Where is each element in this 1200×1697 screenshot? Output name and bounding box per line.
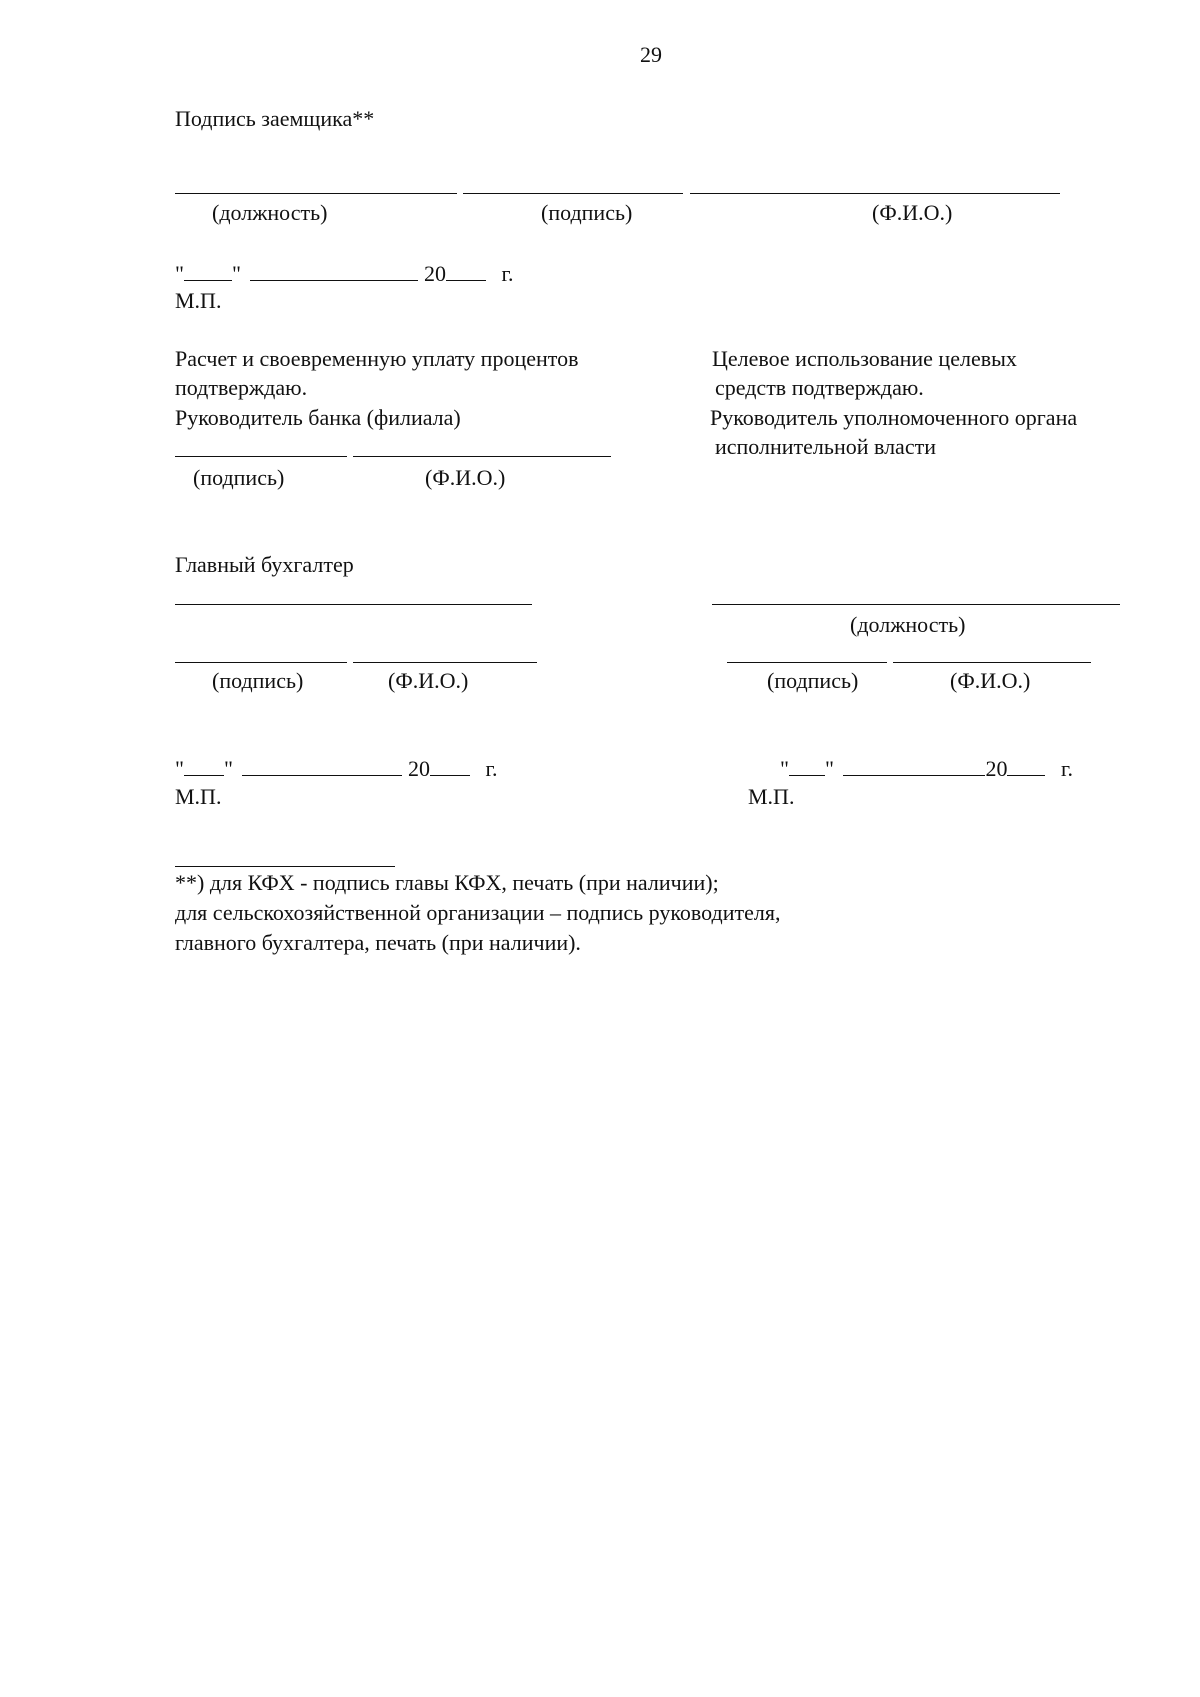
bank-text-line-1: Расчет и своевременную уплату процентов [175,346,579,371]
authority-text-line-1: Целевое использование целевых [712,346,1017,371]
accountant-signature-line [175,662,347,663]
year-suffix: г. [485,756,498,781]
year-blank [430,755,470,776]
borrower-signature-heading: Подпись заемщика** [175,106,375,131]
month-blank [242,755,402,776]
bank-name-line [353,456,611,457]
bank-signature-line [175,456,347,457]
accountant-date [175,755,498,782]
date-close-quote: " [824,756,834,781]
authority-name-line [893,662,1091,663]
accountant-name-line [353,662,537,663]
accountant-top-line [175,604,532,605]
authority-position-line [712,604,1120,605]
accountant-signature-caption: (подпись) [212,668,304,693]
bank-text-line-2: подтверждаю. [175,375,308,400]
bank-signature-caption: (подпись) [193,465,285,490]
authority-signature-caption: (подпись) [767,668,859,693]
borrower-signature-caption: (подпись) [541,200,633,225]
date-close-quote: " [223,756,233,781]
authority-text-line-2: средств подтверждаю. [715,375,924,400]
year-suffix: г. [501,261,514,286]
day-blank [184,260,232,281]
accountant-name-caption: (Ф.И.О.) [388,668,469,693]
bank-name-caption: (Ф.И.О.) [425,465,506,490]
authority-signature-line [727,662,887,663]
footnote-line-1: **) для КФХ - подпись главы КФХ, печать (при наличии); [175,870,719,895]
authority-date [780,755,1073,782]
month-blank [250,260,418,281]
authority-seal-mark: М.П. [748,784,795,809]
date-open-quote: " [175,261,184,286]
authority-text-line-4: исполнительной власти [715,434,936,459]
authority-name-caption: (Ф.И.О.) [950,668,1031,693]
year-blank [446,260,486,281]
chief-accountant-heading: Главный бухгалтер [175,552,354,577]
page-number: 29 [640,42,662,67]
year-suffix: г. [1060,756,1074,781]
year-blank [1007,755,1045,776]
borrower-signature-line [463,193,683,194]
accountant-seal-mark: М.П. [175,784,222,809]
date-open-quote: " [175,756,184,781]
footnote-line-2: для сельскохозяйственной организации – подпись руководителя, [175,900,781,925]
authority-position-caption: (должность) [850,612,966,637]
year-prefix: 20 [407,756,430,781]
borrower-position-caption: (должность) [212,200,328,225]
authority-text-line-3: Руководитель уполномоченного органа [710,405,1078,430]
borrower-name-line [690,193,1060,194]
footnote-separator [175,866,395,867]
borrower-seal-mark: М.П. [175,288,222,313]
borrower-position-line [175,193,457,194]
borrower-date [175,260,514,287]
bank-head-title: Руководитель банка (филиала) [175,405,461,430]
borrower-name-caption: (Ф.И.О.) [872,200,953,225]
year-prefix: 20 [985,756,1008,781]
day-blank [184,755,224,776]
footnote-line-3: главного бухгалтера, печать (при наличии). [175,930,581,955]
date-close-quote: " [231,261,241,286]
date-open-quote: " [780,756,789,781]
month-blank [843,755,985,776]
year-prefix: 20 [423,261,446,286]
day-blank [789,755,825,776]
